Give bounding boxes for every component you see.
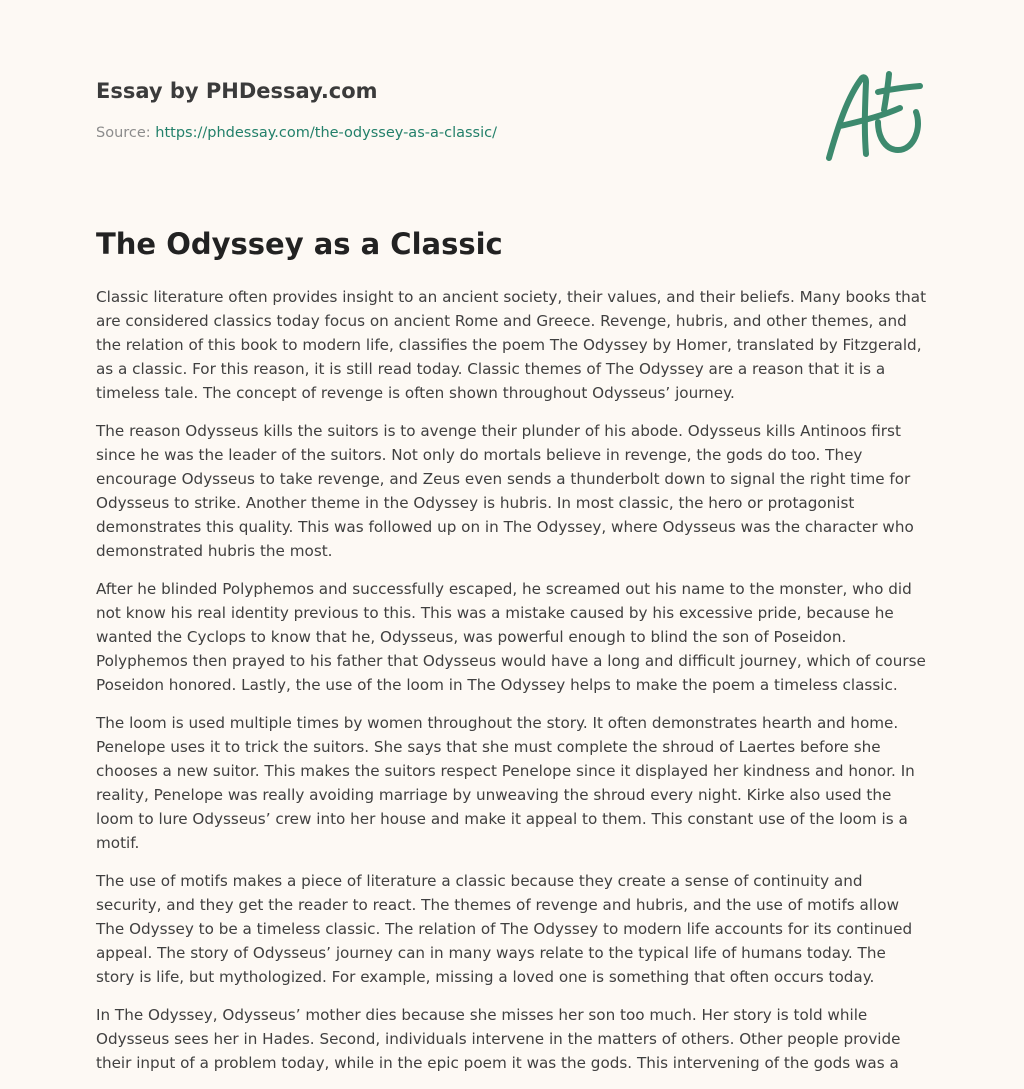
source-label: Source: (96, 125, 156, 141)
plus-swash-stroke (878, 112, 918, 150)
site-brand: Essay by PHDessay.com (96, 79, 378, 103)
essay-paragraph: The reason Odysseus kills the suitors is to avenge their plunder of his abode. Odysseus kills Antinoos first since he was the leader of the suitors. Not only do mortals believe in revenge, the gods do too. They encourage Odysseus to take revenge, and Zeus even sends a thunderbolt down to signal the right time for Odysseus to strike. Another theme in the Odyssey is hubris. In most classic, the hero or protagonist demonstrates this quality. This was followed up on in The Odyssey, where Odysseus was the character who demonstrated hubris the most. (96, 422, 914, 560)
essay-body (96, 285, 928, 1089)
essay-paragraph: In The Odyssey, Odysseus’ mother dies because she misses her son too much. Her story is told while Odysseus sees her in Hades. Second, individuals intervene in the matters of others. Other people provide their input of a problem today, while in the epic poem it was the gods. This intervening of the gods was a (96, 1006, 901, 1072)
source-link[interactable]: https://phdessay.com/the-odyssey-as-a-classic/ (155, 125, 497, 141)
essay-title: The Odyssey as a Classic (96, 227, 503, 261)
a-plus-grade-icon (820, 66, 930, 166)
plus-horizontal-stroke (878, 86, 920, 92)
essay-paragraph: After he blinded Polyphemos and successfully escaped, he screamed out his name to the monster, who did not know his real identity previous to this. This was a mistake caused by his excessive pride, because he wanted the Cyclops to know that he, Odysseus, was powerful enough to blind the son of Poseidon. Polyphemos then prayed to his father that Odysseus would have a long and difficult journey, which of course Poseidon honored. Lastly, the use of the loom in The Odyssey helps to make the poem a timeless classic. (96, 580, 926, 694)
a-crossbar-stroke (840, 108, 900, 126)
source-line (96, 124, 497, 142)
essay-paragraph: The loom is used multiple times by women throughout the story. It often demonstrates hearth and home. Penelope uses it to trick the suitors. She says that she must complete the shroud of Laertes before she chooses a new suitor. This makes the suitors respect Penelope since it displayed her kindness and honor. In reality, Penelope was really avoiding marriage by unweaving the shroud every night. Kirke also used the loom to lure Odysseus’ crew into her house and make it appeal to them. This constant use of the loom is a motif. (96, 714, 915, 852)
a-letter-stroke (829, 77, 866, 158)
essay-paragraph: The use of motifs makes a piece of literature a classic because they create a sense of continuity and security, and they get the reader to react. The themes of revenge and hubris, and the use of motifs allow The Odyssey to be a timeless classic. The relation of The Odyssey to modern life accounts for its continued appeal. The story of Odysseus’ journey can in many ways relate to the typical life of humans today. The story is life, but mythologized. For example, missing a loved one is something that often occurs today. (96, 872, 913, 986)
essay-paragraph: Classic literature often provides insight to an ancient society, their values, and their beliefs. Many books that are considered classics today focus on ancient Rome and Greece. Revenge, hubris, and other themes, and the relation of this book to modern life, classifies the poem The Odyssey by Homer, translated by Fitzgerald, as a classic. For this reason, it is still read today. Classic themes of The Odyssey are a reason that it is a timeless tale. The concept of revenge is often shown throughout Odysseus’ journey. (96, 288, 927, 402)
